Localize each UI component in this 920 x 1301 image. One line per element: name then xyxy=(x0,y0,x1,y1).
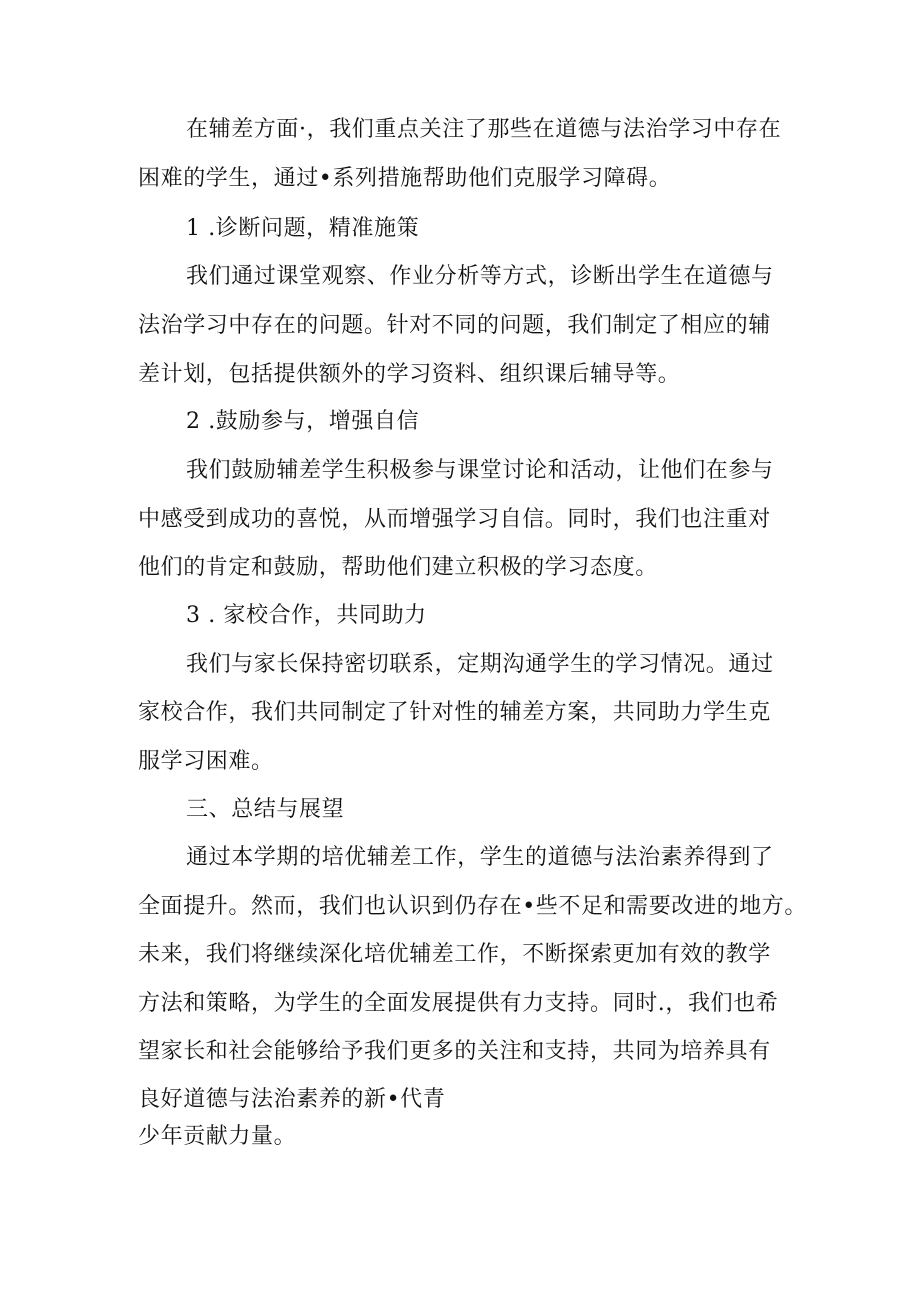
paragraph-text-line: 未来，我们将继续深化培优辅差工作，不断探索更加有效的教学 xyxy=(138,942,771,967)
paragraph-text-line: 望家长和社会能够给予我们更多的关注和支持，共同为培养具有 xyxy=(138,1039,771,1064)
paragraph-text-line: 困难的学生，通过•系列措施帮助他们克服学习障碍。 xyxy=(138,166,672,191)
paragraph-text-line: 方法和策略，为学生的全面发展提供有力支持。同时.，我们也希 xyxy=(138,991,779,1016)
paragraph-text-line: 家校合作，我们共同制定了针对性的辅差方案，共同助力学生克 xyxy=(138,700,771,725)
paragraph-text-line: 中感受到成功的喜悦，从而增强学习自信。同时，我们也注重对 xyxy=(138,507,771,532)
section-subheading-1: 1 .诊断问题，精准施策 xyxy=(186,216,420,241)
section-heading: 三、总结与展望 xyxy=(186,797,345,822)
paragraph-text-line: 在辅差方面·，我们重点关注了那些在道德与法治学习中存在 xyxy=(186,117,782,142)
paragraph-text-line: 少年贡献力量。 xyxy=(138,1124,297,1149)
paragraph-text-line: 我们通过课堂观察、作业分析等方式，诊断出学生在道德与 xyxy=(186,264,774,289)
paragraph-text-line: 法治学习中存在的问题。针对不同的问题，我们制定了相应的辅 xyxy=(138,313,771,338)
section-subheading-3: 3 . 家校合作，共同助力 xyxy=(186,603,427,628)
paragraph-text-line: 我们鼓励辅差学生积极参与课堂讨论和活动，让他们在参与 xyxy=(186,458,774,483)
paragraph-text-line: 我们与家长保持密切联系，定期沟通学生的学习情况。通过 xyxy=(186,652,774,677)
paragraph-text-line: 他们的肯定和鼓励，帮助他们建立积极的学习态度。 xyxy=(138,555,658,580)
paragraph-text-line: 通过本学期的培优辅差工作，学生的道德与法治素养得到了 xyxy=(186,845,774,870)
paragraph-text-line: 服学习困难。 xyxy=(138,749,274,774)
paragraph-text-line: 良好道德与法治素养的新•代青 xyxy=(138,1087,446,1112)
paragraph-text-line: 差计划，包括提供额外的学习资料、组织课后辅导等。 xyxy=(138,362,681,387)
section-subheading-2: 2 .鼓励参与，增强自信 xyxy=(186,409,420,434)
paragraph-text-line: 全面提升。然而，我们也认识到仍存在•些不足和需要改进的地方。 xyxy=(138,894,807,919)
